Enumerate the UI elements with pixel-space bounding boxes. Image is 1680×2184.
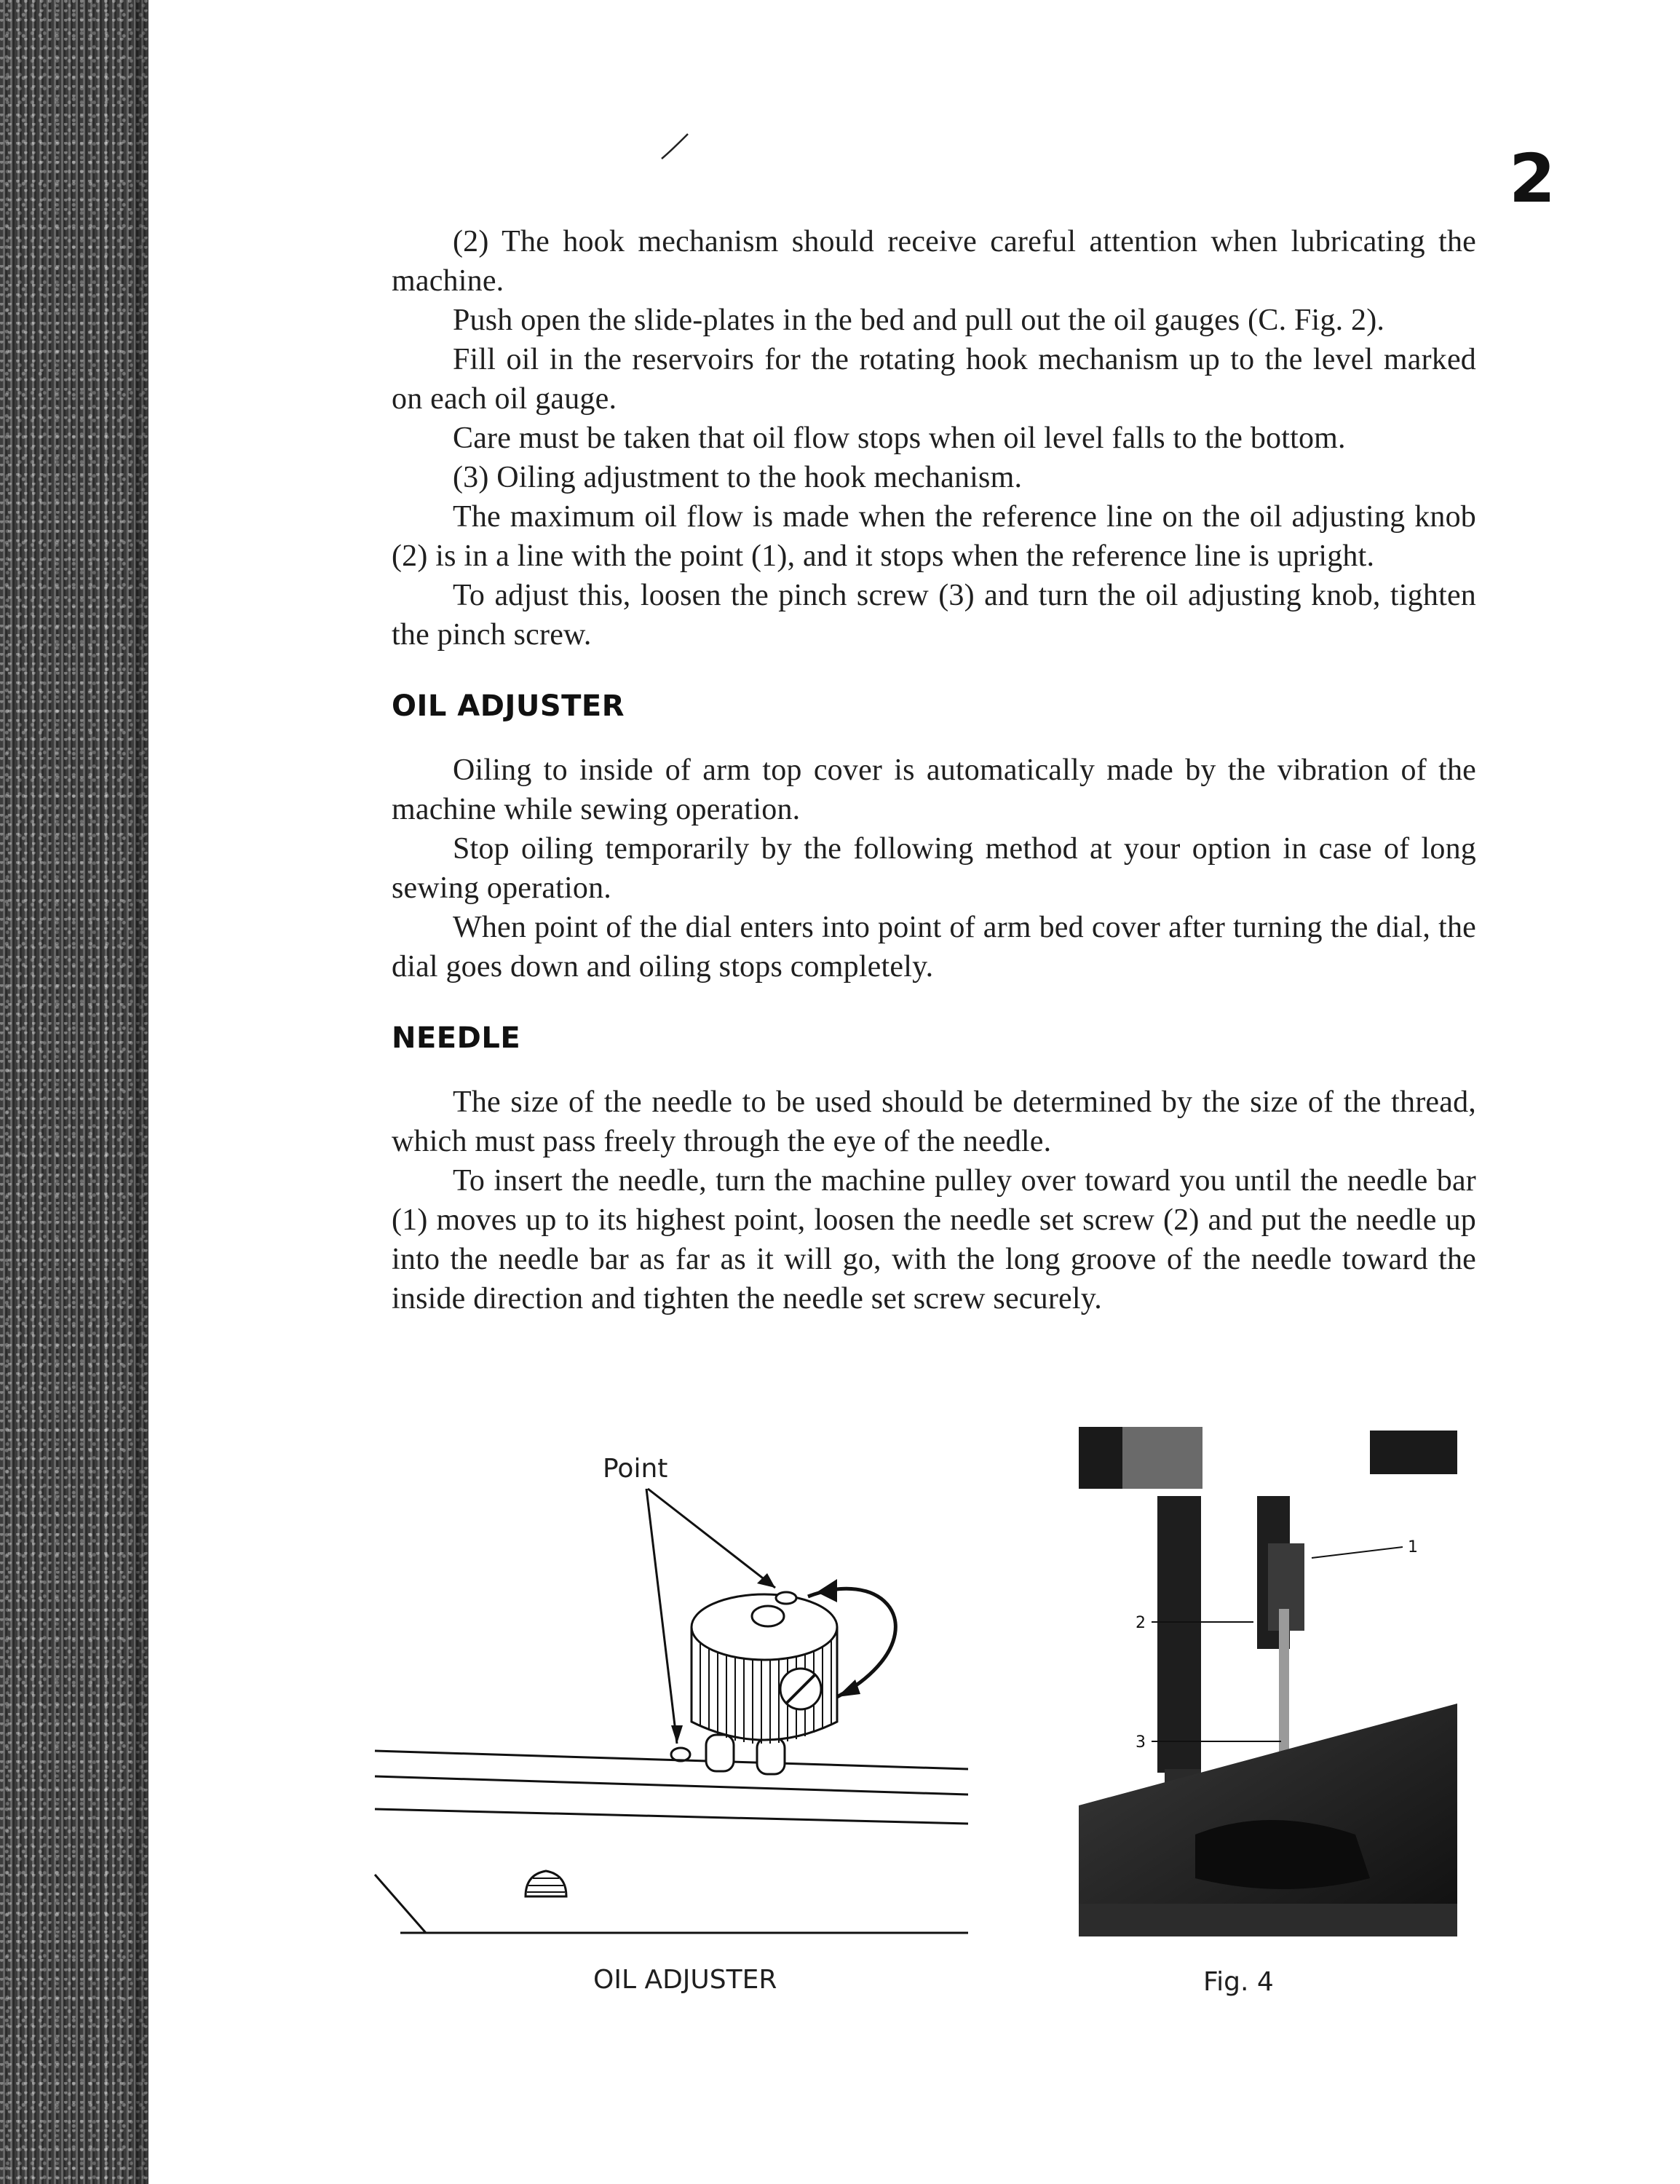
oil-adjuster-diagram (371, 1431, 968, 1940)
fig4-caption: Fig. 4 (1203, 1967, 1274, 1997)
paragraph: The maximum oil flow is made when the reference line on the oil adjusting knob (2) is in a line with the point (1), and it stops when the reference line is upright. (392, 500, 1476, 573)
photo-label-3: 3 (1136, 1733, 1146, 1752)
document-body (392, 222, 1476, 1318)
paragraph: When point of the dial enters into point of arm bed cover after turning the dial, the dial goes down and oiling stops completely. (392, 911, 1476, 984)
page-number: 2 (1509, 140, 1556, 218)
needle-photo (1079, 1427, 1457, 1936)
paragraph: The size of the needle to be used should be determined by the size of the thread, which must pass freely through the eye of the needle. (392, 1085, 1476, 1158)
paragraph: Care must be taken that oil flow stops when oil level falls to the bottom. (453, 422, 1346, 455)
section-heading-needle: NEEDLE (392, 1021, 521, 1055)
paragraph: Stop oiling temporarily by the following method at your option in case of long sewing operation. (392, 832, 1476, 905)
paragraph: Push open the slide-plates in the bed and pull out the oil gauges (C. Fig. 2). (453, 304, 1385, 337)
paragraph: (2) The hook mechanism should receive careful attention when lubricating the machine. (392, 225, 1476, 298)
scan-edge-shadow (0, 0, 148, 2184)
photo-label-2: 2 (1136, 1614, 1146, 1632)
paragraph: (3) Oiling adjustment to the hook mechanism. (453, 461, 1023, 494)
photo-label-1: 1 (1408, 1538, 1418, 1556)
oil-adjuster-caption: OIL ADJUSTER (593, 1965, 777, 1995)
pen-mark (659, 131, 691, 163)
paragraph: Oiling to inside of arm top cover is automatically made by the vibration of the machine while sewing operation. (392, 753, 1476, 826)
point-label: Point (603, 1454, 668, 1484)
paragraph: To insert the needle, turn the machine pulley over toward you until the needle bar (1) moves up to its highest point, loosen the needle set screw (2) and put the needle up into the needle bar as far as it will go, with the long groove of the needle toward the inside direction and tighten the needle set screw securely. (392, 1164, 1476, 1315)
paragraph: To adjust this, loosen the pinch screw (3) and turn the oil adjusting knob, tighten the pinch screw. (392, 579, 1476, 652)
section-heading-oil-adjuster: OIL ADJUSTER (392, 689, 625, 723)
paragraph: Fill oil in the reservoirs for the rotating hook mechanism up to the level marked on each oil gauge. (392, 343, 1476, 416)
